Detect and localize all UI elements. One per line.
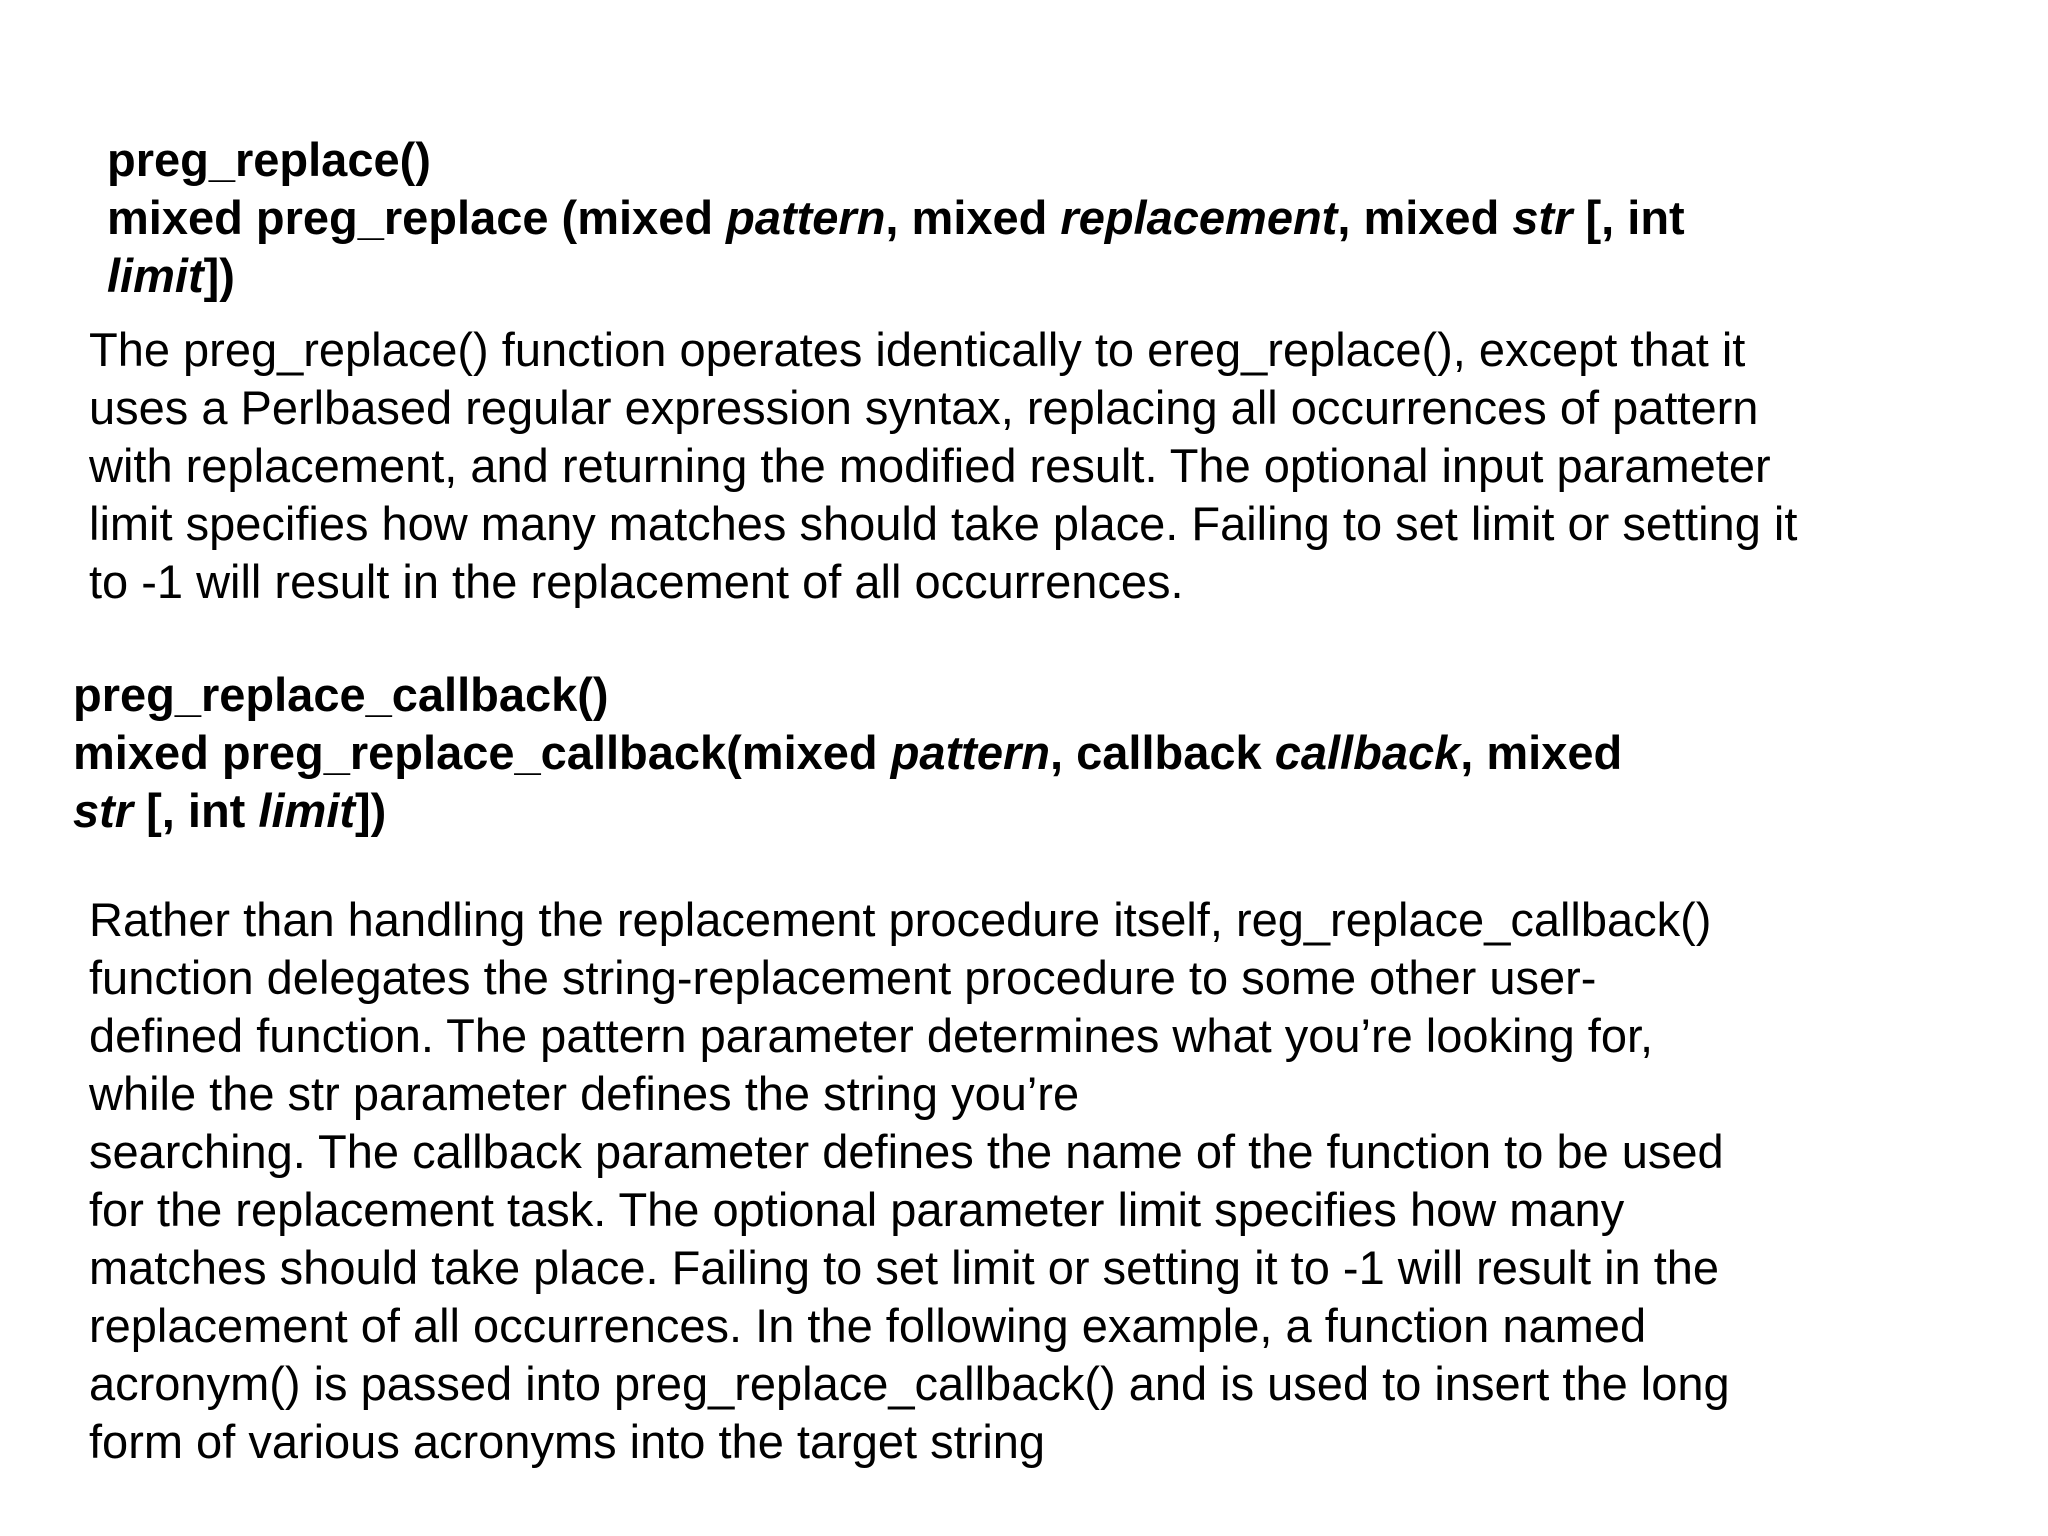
param-str: str	[73, 784, 134, 837]
signature-text: , mixed	[1337, 191, 1513, 244]
signature-text: [, int	[1572, 191, 1685, 244]
description-line: The preg_replace() function operates identically to ereg_replace(), except that it	[89, 323, 1746, 376]
preg-replace-description	[89, 321, 1797, 611]
param-pattern: pattern	[890, 726, 1051, 779]
signature-text: mixed preg_replace_callback(mixed	[73, 726, 891, 779]
signature-text: , mixed	[885, 191, 1061, 244]
param-str: str	[1512, 191, 1573, 244]
description-line: defined function. The pattern parameter determines what you’re looking for,	[89, 1009, 1654, 1062]
signature-text: ])	[203, 249, 235, 302]
description-line: matches should take place. Failing to set limit or setting it to -1 will result in the	[89, 1241, 1720, 1294]
description-line: to -1 will result in the replacement of all occurrences.	[89, 555, 1184, 608]
description-line: replacement of all occurrences. In the following example, a function named	[89, 1299, 1647, 1352]
description-line: uses a Perlbased regular expression syntax, replacing all occurrences of pattern	[89, 381, 1759, 434]
preg-replace-signature	[107, 131, 1685, 305]
preg-replace-callback-description	[89, 891, 1730, 1471]
signature-line-1	[73, 724, 1622, 782]
description-line: for the replacement task. The optional parameter limit specifies how many	[89, 1183, 1625, 1236]
signature-text: , mixed	[1460, 726, 1623, 779]
preg-replace-callback-signature	[73, 666, 1622, 840]
description-line: while the str parameter defines the string you’re	[89, 1067, 1080, 1120]
param-limit: limit	[107, 249, 204, 302]
description-line: with replacement, and returning the modified result. The optional input parameter	[89, 439, 1771, 492]
description-line: searching. The callback parameter defines the name of the function to be used	[89, 1125, 1724, 1178]
signature-text: ])	[355, 784, 387, 837]
description-line: limit specifies how many matches should take place. Failing to set limit or setting it	[89, 497, 1798, 550]
description-line: form of various acronyms into the target string	[89, 1415, 1046, 1468]
description-line: function delegates the string-replacement procedure to some other user-	[89, 951, 1597, 1004]
signature-line-2	[73, 782, 1622, 840]
signature-text: , callback	[1050, 726, 1275, 779]
param-limit: limit	[258, 784, 356, 837]
signature-text: mixed preg_replace (mixed	[107, 191, 727, 244]
function-name-heading: preg_replace_callback()	[73, 668, 609, 721]
param-pattern: pattern	[726, 191, 886, 244]
signature-text: [, int	[133, 784, 259, 837]
param-callback: callback	[1274, 726, 1461, 779]
description-line: acronym() is passed into preg_replace_callback() and is used to insert the long	[89, 1357, 1730, 1410]
param-replacement: replacement	[1060, 191, 1338, 244]
function-name-heading: preg_replace()	[107, 133, 431, 186]
signature-line-1	[107, 189, 1685, 247]
description-line: Rather than handling the replacement procedure itself, reg_replace_callback()	[89, 893, 1712, 946]
signature-line-2	[107, 247, 1685, 305]
